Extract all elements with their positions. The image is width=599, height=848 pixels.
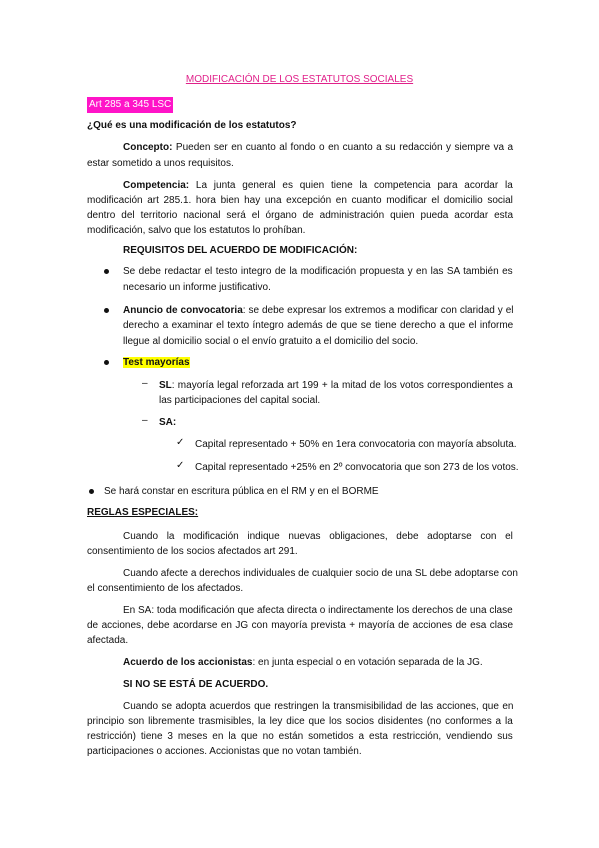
question-heading: ¿Qué es una modificación de los estatutos?: [87, 120, 297, 131]
bullet-dot: [104, 269, 109, 274]
reglas-p3-line-3: afectada.: [87, 635, 129, 646]
concepto-label: Concepto:: [123, 142, 173, 153]
final-line-1: Cuando se adopta acuerdos que restringen la transmisibilidad de las acciones, que en: [123, 701, 514, 712]
competencia-label: Competencia:: [123, 180, 190, 191]
sa-label: SA:: [159, 417, 177, 428]
test-mayorias-label: [123, 355, 190, 371]
competencia-line-1: [123, 178, 513, 194]
competencia-line-4: modificación, salvo que los estatutos lo prohíban.: [87, 225, 306, 236]
check-icon: ✓: [176, 437, 185, 448]
accionistas-label: Acuerdo de los accionistas: [123, 657, 253, 668]
reglas-p2-line-1: Cuando afecte a derechos individuales de cualquier socio de una SL debe adoptarse con: [123, 568, 518, 579]
reglas-p3-line-1: En SA: toda modificación que afecta directa o indirectamente los derechos de una clase: [123, 605, 513, 616]
test-mayorias-highlight: Test mayorías: [123, 357, 190, 368]
final-line-2: principio son libremente trasmisibles, la ley dice que los socios disidentes (no conformes a la: [87, 716, 513, 727]
requisitos-heading: REQUISITOS DEL ACUERDO DE MODIFICACIÓN:: [123, 245, 358, 256]
reglas-p4-line: [123, 655, 483, 671]
sl-text-1: : mayoría legal reforzada art 199 + la mitad de los votos correspondientes a: [171, 380, 513, 391]
sl-line-1: [159, 378, 513, 394]
sl-label: SL: [159, 380, 172, 391]
bullet-2-line-1: [123, 303, 514, 319]
sa-item-2: Capital representado +25% en 2º convocatoria que son 273 de los votos.: [195, 462, 519, 473]
sa-dash: –: [142, 415, 148, 426]
document-title: MODIFICACIÓN DE LOS ESTATUTOS SOCIALES: [185, 74, 414, 85]
no-acuerdo-heading: SI NO SE ESTÁ DE ACUERDO.: [123, 679, 269, 690]
bullet-dot: [104, 360, 109, 365]
bullet-1-line-2: necesario un informe justificativo.: [123, 282, 271, 293]
escritura-line: Se hará constar en escritura pública en el RM y en el BORME: [104, 486, 379, 497]
final-line-3: restricción) tiene 3 meses en la que no están sometidos a esta restricción, vendiendo sus: [87, 731, 513, 742]
reglas-p1-line-2: consentimiento de los socios afectados art 291.: [87, 546, 298, 557]
reglas-p1-line-1: Cuando la modificación indique nuevas obligaciones, debe adoptarse con el: [123, 531, 513, 542]
bullet-dot: [89, 489, 94, 494]
bullet-2-line-3: llegue al domicilio social o el envío gratuito a el domicilio del socio.: [123, 336, 419, 347]
bullet-2-text-1: : se debe expresar los extremos a modificar con claridad y el: [242, 305, 514, 316]
check-icon: ✓: [176, 460, 185, 471]
competencia-text-1: La junta general es quien tiene la competencia para acordar la: [189, 180, 513, 191]
reglas-p2-line-2: el consentimiento de los afectados.: [87, 583, 244, 594]
sa-item-1: Capital representado + 50% en 1era convocatoria con mayoría absoluta.: [195, 439, 517, 450]
bullet-1-line-1: Se debe redactar el testo integro de la modificación propuesta y en las SA también es: [123, 266, 513, 277]
final-line-4: participaciones o acciones. Accionistas que no votan también.: [87, 746, 362, 757]
accionistas-text: : en junta especial o en votación separada de la JG.: [252, 657, 483, 668]
reglas-p3-line-2: de acciones, debe acordarse en JG con mayoría prevista + mayoría de acciones de esa clase: [87, 620, 514, 631]
article-reference-label: Art 285 a 345 LSC: [87, 97, 173, 113]
reglas-heading-text: REGLAS ESPECIALES:: [87, 507, 199, 518]
concepto-line-2: estar sometido a unos requisitos.: [87, 158, 234, 169]
convocatoria-label: Anuncio de convocatoria: [123, 305, 243, 316]
sl-dash: –: [142, 378, 148, 389]
concepto-line-1: [123, 140, 513, 156]
concepto-text-1: Pueden ser en cuanto al fondo o en cuanto a su redacción y siempre va a: [172, 142, 514, 153]
competencia-line-2: modificación art 285.1. hora bien hay una excepción en cuanto modificar el domicilio social: [87, 195, 513, 206]
reglas-heading: [87, 505, 198, 521]
competencia-line-3: dentro del territorio nacional será el órgano de administración quien pueda acordar esta: [87, 210, 514, 221]
bullet-dot: [104, 308, 109, 313]
bullet-2-line-2: derecho a examinar el texto íntegro además de que se tiene derecho a que el informe: [123, 320, 514, 331]
sl-line-2: las participaciones del capital social.: [159, 395, 321, 406]
